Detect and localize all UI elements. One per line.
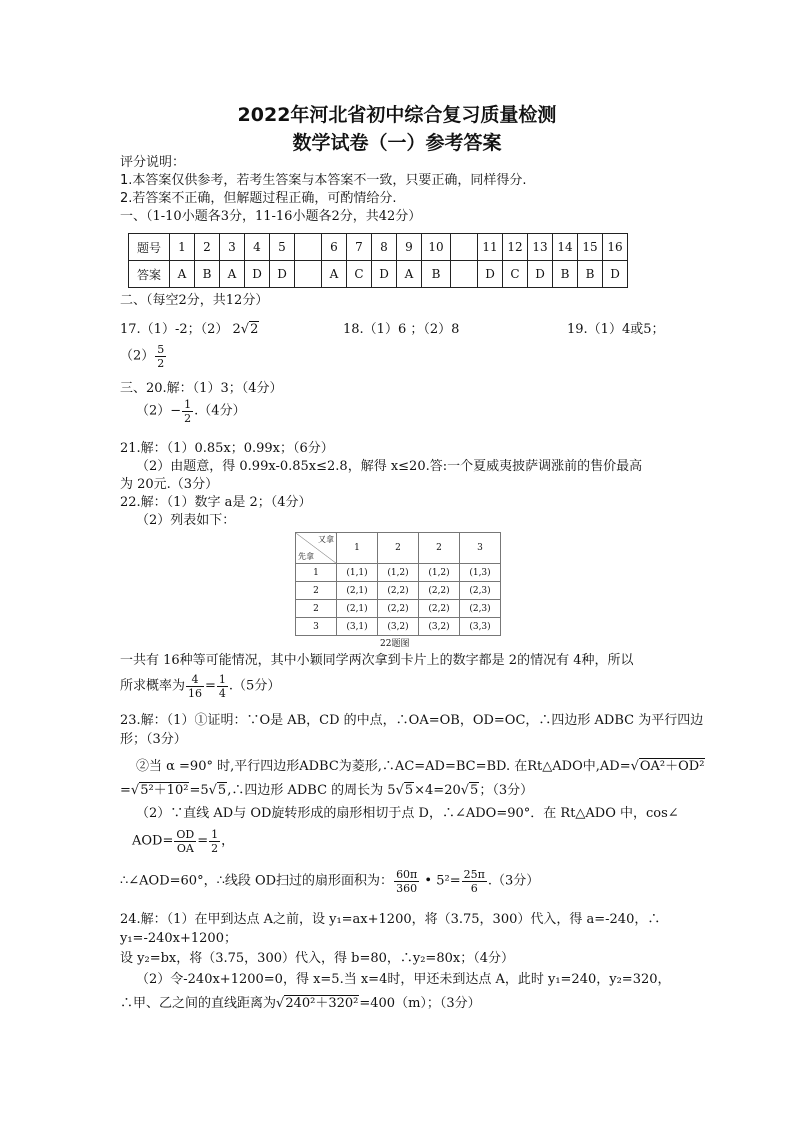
- denominator: 16: [188, 687, 203, 700]
- text: • 5²=: [420, 873, 461, 889]
- q-answer: D: [270, 261, 295, 288]
- table-cell: (3,2): [378, 618, 419, 636]
- radicand: 5: [470, 783, 479, 798]
- sqrt-sign: √: [630, 759, 639, 774]
- q23-part2-cont: [120, 782, 533, 800]
- answer-table-header: 答案: [129, 261, 170, 288]
- q-answer: A: [322, 261, 347, 288]
- text: ,∴四边形 ADBC 的周长为 5: [227, 783, 396, 798]
- q24-part1: 24.解：（1）在甲到达点 A之前，设 y₁=ax+1200，将（3.75，300）代入，得 a=-240，∴: [120, 912, 661, 927]
- q18-answer: 18.（1）6 ；（2）8: [343, 322, 460, 337]
- q20-prefix: （2）−: [136, 403, 182, 419]
- q22-part4: [120, 673, 280, 700]
- table-cell: (2,2): [378, 600, 419, 618]
- q-num: 6: [322, 234, 347, 261]
- answer-table: [128, 233, 628, 288]
- numerator: 1: [211, 828, 219, 841]
- radicand: OA²＋OD²: [639, 759, 705, 774]
- text: ×4=20: [414, 783, 461, 798]
- column-header: 3: [460, 533, 501, 564]
- text: ，: [221, 833, 235, 849]
- q-answer: A: [397, 261, 422, 288]
- denominator: 360: [396, 882, 418, 895]
- q24-part2-cont: [120, 995, 481, 1013]
- table-cell: (3,2): [419, 618, 460, 636]
- notes-heading: 评分说明：: [120, 155, 186, 170]
- page-title: 2022年河北省初中综合复习质量检测: [237, 104, 557, 126]
- q23-part2: [136, 758, 705, 776]
- fraction: [209, 828, 220, 855]
- q24-part1-b: 设 y₂=bx，将（3.75，300）代入，得 b=80，∴y₂=80x；（4分）: [120, 951, 514, 966]
- q-answer: B: [578, 261, 603, 288]
- text: ；（3分）: [479, 783, 534, 798]
- q-num: 5: [270, 234, 295, 261]
- answer-table-header: 题号: [129, 234, 170, 261]
- q17-radicand: 2: [250, 322, 259, 337]
- sqrt-sign: √: [395, 783, 404, 798]
- corner-bottom-label: 先拿: [298, 552, 314, 561]
- table-cell: (2,3): [460, 600, 501, 618]
- q17-text: 17.（1）-2；（2） 2: [120, 322, 241, 337]
- note-1: 1.本答案仅供参考，若考生答案与本答案不一致，只要正确，同样得分.: [120, 173, 527, 188]
- q19-prefix: （2）: [120, 348, 155, 364]
- q-answer: C: [503, 261, 528, 288]
- text: AOD=: [132, 833, 174, 849]
- numerator: 25π: [463, 868, 485, 881]
- q20-part1: 三、20.解：（1）3；（4分）: [120, 381, 283, 396]
- section-1-heading: 一、（1-10小题各3分，11-16小题各2分，共42分）: [120, 209, 422, 224]
- table-cell: (1,1): [337, 564, 378, 582]
- table-cell: (2,1): [337, 582, 378, 600]
- numerator: 4: [186, 673, 204, 687]
- q24-part1-cont: y₁=-240x+1200；: [120, 931, 237, 946]
- q17-answer: [120, 321, 259, 339]
- table-cell: (2,2): [419, 600, 460, 618]
- q20-suffix: .（4分）: [194, 403, 246, 419]
- table-cell: (1,2): [419, 564, 460, 582]
- sqrt-sign: √: [208, 783, 217, 798]
- q-num: 10: [422, 234, 451, 261]
- q-answer: A: [170, 261, 195, 288]
- q-num: 7: [347, 234, 372, 261]
- q-num: 2: [195, 234, 220, 261]
- column-header: 2: [378, 533, 419, 564]
- q23-part3-cont: [132, 828, 234, 855]
- table-cell: (3,1): [337, 618, 378, 636]
- numerator: OD: [176, 828, 195, 841]
- denominator: 2: [211, 842, 219, 855]
- table-cell: (2,3): [460, 582, 501, 600]
- q-num: 16: [603, 234, 628, 261]
- text: ∴∠AOD=60°，∴线段 OD扫过的扇形面积为：: [120, 873, 394, 889]
- q23-part1-cont: 形；（3分）: [120, 732, 187, 747]
- text: ∴甲、乙之间的直线距离为: [120, 996, 277, 1011]
- denominator: 2: [184, 412, 192, 425]
- fraction: [182, 398, 193, 425]
- numerator: 5: [157, 343, 165, 356]
- note-2: 2.若答案不正确，但解题过程正确，可酌情给分.: [120, 191, 397, 206]
- denominator: 4: [218, 687, 226, 700]
- table-cell: (1,2): [378, 564, 419, 582]
- q21-part1: 21.解：（1）0.85x；0.99x；（6分）: [120, 441, 334, 456]
- q23-text: ②当 α =90° 时,平行四边形ADBC为菱形,∴AC=AD=BC=BD. 在Rt△ADO中,AD=: [136, 759, 631, 774]
- q21-part2: （2）由题意，得 0.99x-0.85x≤2.8，解得 x≤20.答:一个夏威夷披萨调涨前的售价最高: [136, 459, 643, 474]
- sqrt-sign: √: [130, 783, 140, 798]
- fraction: [186, 673, 204, 700]
- probability-table: [295, 532, 501, 636]
- q23-part4: [120, 868, 539, 895]
- numerator: 1: [218, 673, 226, 686]
- q-num: 9: [397, 234, 422, 261]
- q24-part2: （2）令-240x+1200=0，得 x=5.当 x=4时，甲还未到达点 A，此时 y₁=240，y₂=320，: [136, 972, 671, 987]
- q22-part3: 一共有 16种等可能情况，其中小颖同学两次拿到卡片上的数字都是 2的情况有 4种，所以: [120, 653, 634, 668]
- row-header: 3: [296, 618, 337, 636]
- q-num: 8: [372, 234, 397, 261]
- text: .（3分）: [487, 873, 540, 889]
- equals: =: [120, 783, 131, 798]
- q21-part2-cont: 为 20元.（3分）: [120, 477, 219, 492]
- q-answer: D: [478, 261, 503, 288]
- radicand: 240²＋320²: [285, 996, 359, 1011]
- column-header: 2: [419, 533, 460, 564]
- q-num: 3: [220, 234, 245, 261]
- row-header: 2: [296, 582, 337, 600]
- q-answer: B: [553, 261, 578, 288]
- q22-suffix: .（5分）: [228, 678, 281, 694]
- page-subtitle: 数学试卷（一）参考答案: [292, 132, 502, 154]
- radicand: 5²＋10²: [140, 783, 189, 798]
- row-header: 2: [296, 600, 337, 618]
- q-num: 13: [528, 234, 553, 261]
- denominator: 2: [157, 357, 165, 370]
- q19-answer: 19.（1）4或5；: [567, 322, 665, 337]
- column-header: 1: [337, 533, 378, 564]
- radicand: 5: [217, 783, 227, 798]
- q-num: 4: [245, 234, 270, 261]
- sqrt-sign: √: [460, 783, 470, 798]
- row-header: 1: [296, 564, 337, 582]
- q-answer: B: [422, 261, 451, 288]
- table-gap: [295, 261, 322, 288]
- text: =5: [189, 783, 209, 798]
- table-cell: (3,3): [460, 618, 501, 636]
- q20-part2: [136, 398, 246, 425]
- table-cell: (1,3): [460, 564, 501, 582]
- q-answer: A: [220, 261, 245, 288]
- table-cell: (2,2): [378, 582, 419, 600]
- table-cell: (2,1): [337, 600, 378, 618]
- text: =400（m）；（3分）: [359, 996, 481, 1011]
- fraction: [462, 868, 487, 895]
- fraction: [394, 868, 419, 895]
- table-gap: [451, 234, 478, 261]
- q22-part2: （2）列表如下：: [136, 513, 236, 528]
- q23-part1: 23.解：（1）①证明：∵O是 AB，CD 的中点，∴OA=OB，OD=OC，∴四边形 ADBC 为平行四边: [120, 713, 704, 728]
- table-cell: (2,2): [419, 582, 460, 600]
- table-caption: 22题图: [380, 639, 410, 649]
- equals: =: [205, 678, 216, 694]
- q-answer: D: [372, 261, 397, 288]
- q23-part3: （2）∵直线 AD与 OD旋转形成的扇形相切于点 D，∴∠ADO=90°．在 Rt△ADO 中，cos∠: [136, 806, 679, 821]
- sqrt-sign: √: [276, 996, 285, 1011]
- q-answer: B: [195, 261, 220, 288]
- q-num: 1: [170, 234, 195, 261]
- q22-prefix: 所求概率为: [120, 678, 186, 694]
- numerator: 60π: [396, 868, 418, 881]
- section-2-heading: 二、（每空2分，共12分）: [120, 293, 269, 308]
- corner-top-label: 又拿: [318, 535, 334, 544]
- table-gap: [295, 234, 322, 261]
- equals: =: [197, 833, 209, 849]
- q19-part2: [120, 343, 167, 370]
- sqrt-sign: √: [240, 322, 250, 337]
- fraction: [217, 673, 228, 700]
- radicand: 5: [404, 783, 414, 798]
- q-num: 14: [553, 234, 578, 261]
- numerator: 1: [184, 398, 192, 411]
- q-num: 12: [503, 234, 528, 261]
- q-answer: C: [347, 261, 372, 288]
- fraction: [174, 828, 196, 855]
- fraction: [155, 343, 166, 370]
- q-answer: D: [245, 261, 270, 288]
- q-answer: D: [603, 261, 628, 288]
- table-corner-cell: [296, 533, 337, 564]
- q-num: 15: [578, 234, 603, 261]
- q22-part1: 22.解：（1）数字 a是 2；（4分）: [120, 495, 312, 510]
- q-answer: D: [528, 261, 553, 288]
- table-gap: [451, 261, 478, 288]
- q-num: 11: [478, 234, 503, 261]
- denominator: 6: [470, 882, 478, 895]
- denominator: OA: [176, 842, 194, 855]
